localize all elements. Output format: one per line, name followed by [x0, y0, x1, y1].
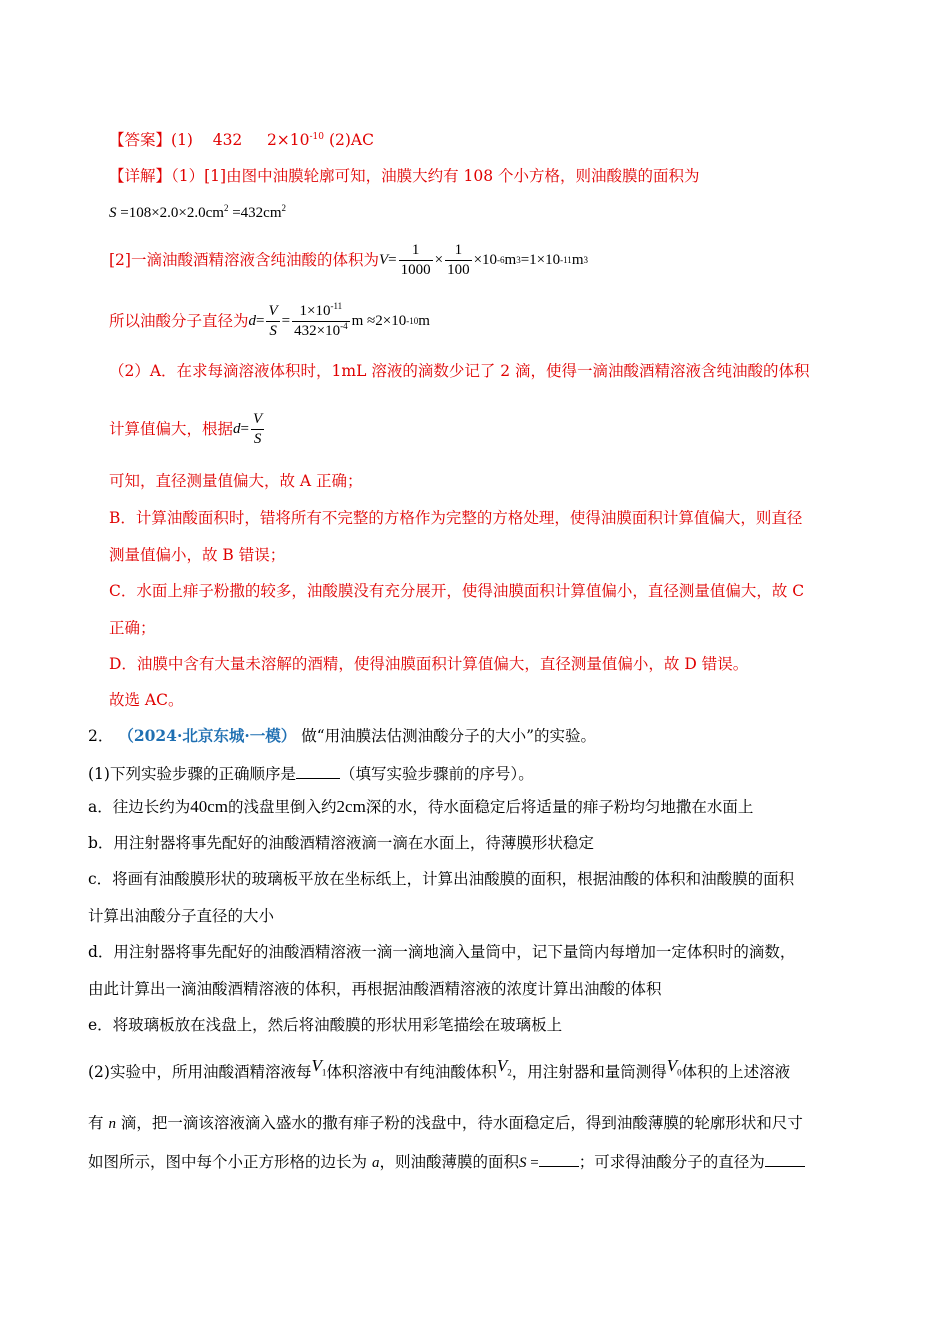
step-d-line2: 由此计算出一滴油酸酒精溶液的体积，再根据油酸酒精溶液的浓度计算出油酸的体积: [88, 980, 662, 998]
diameter-text: 所以油酸分子直径为: [109, 312, 249, 330]
detail-intro: （1）[1]由图中油膜轮廓可知，油膜大约有 108 个小方格，则油酸膜的面积为: [171, 167, 700, 185]
part2-line-c: 可知，直径测量值偏大，故 A 正确；: [109, 472, 363, 490]
answer-blank-area[interactable]: [539, 1150, 579, 1167]
question-stem: 做“用油膜法估测油酸分子的大小”的实验。: [301, 727, 597, 745]
answer-value-2: $2\times 10^{-10}$: [266, 131, 325, 149]
symbol-v1: $V_1$: [311, 1056, 327, 1078]
answer-value-1: 432: [212, 131, 243, 149]
sub-question-2-line3: 如图所示，图中每个小正方形格的边长为 a，则油酸薄膜的面积S = ；可求得油酸分子的直径为: [88, 1150, 805, 1173]
step-e: e．将玻璃板放在浅盘上，然后将油酸膜的形状用彩笔描绘在玻璃板上: [88, 1016, 563, 1034]
diameter-equation: d = $\frac{V}{S}$ = $\frac{1\times 10^{-11}}{432\times 10^{-4}}$ m ≈2×10 -10 m: [248, 300, 430, 339]
area-equation: $S =108\times 2.0\times 2.0cm^2 =432cm^2$: [109, 203, 287, 221]
answer-part1: (1): [171, 131, 193, 149]
symbol-v0: $V_0$: [666, 1056, 682, 1078]
step-d-line1: d．用注射器将事先配好的油酸酒精溶液一滴一滴地滴入量筒中，记下量筒内每增加一定体积时的滴数，: [88, 943, 796, 961]
diameter-line: [109, 300, 430, 342]
detail-intro-line: [109, 166, 700, 186]
step-c-line1: c．将画有油酸膜形状的玻璃板平放在坐标纸上，计算出油酸膜的面积，根据油酸的体积和油酸膜的面积: [88, 870, 795, 888]
option-c-line1: C．水面上痱子粉撒的较多，油酸膜没有充分展开，使得油膜面积计算值偏小，直径测量值偏大，故 C: [109, 582, 805, 600]
part2-formula: d = $\frac{V}{S}$: [233, 410, 263, 447]
step-a: a．往边长约为40cm的浅盘里倒入约2cm深的水，待水面稳定后将适量的痱子粉均匀地撒在水面上: [88, 797, 754, 816]
answer-blank-diameter[interactable]: [765, 1150, 805, 1167]
sub-question-2-line2: 有 n 滴，把一滴该溶液滴入盛水的撒有痱子粉的浅盘中，待水面稳定后，得到油酸薄膜的轮廓形状和尺寸: [88, 1114, 803, 1132]
option-b-line1: B．计算油酸面积时，错将所有不完整的方格作为完整的方格处理，使得油膜面积计算值偏大，则直径: [109, 509, 803, 527]
step-c-line2: 计算出油酸分子直径的大小: [88, 907, 275, 925]
part2-line-a: （2）A．在求每滴溶液体积时，1mL 溶液的滴数少记了 2 滴，使得一滴油酸酒精溶液含纯油酸的体积: [109, 362, 810, 380]
question-source: （2024·北京东城·一模）: [118, 726, 297, 745]
step-b: b．用注射器将事先配好的油酸酒精溶液滴一滴在水面上，待薄膜形状稳定: [88, 834, 594, 852]
part2-line-b: 计算值偏大，根据 d = $\frac{V}{S}$: [109, 408, 266, 450]
option-b-line2: 测量值偏小，故 B 错误；: [109, 546, 286, 564]
volume-line: [109, 240, 588, 280]
sub-question-2-line1: (2)实验中，所用油酸酒精溶液每$V_1$体积溶液中有纯油酸体积$V_2$，用注射器和量筒测得$V_0$体积的上述溶液: [88, 1056, 791, 1081]
answer-tag: 【答案】: [109, 131, 172, 149]
answer-line: [109, 130, 374, 150]
sub-question-1: (1)下列实验步骤的正确顺序是 （填写实验步骤前的序号）。: [88, 762, 534, 784]
question-number: 2．: [88, 727, 114, 745]
option-c-line2: 正确；: [109, 619, 156, 637]
conclusion-line: 故选 AC。: [109, 691, 184, 709]
detail-tag: 【详解】: [109, 167, 172, 185]
volume-equation: V = $\frac{1}{1000}$ × $\frac{1}{100}$ ×10 -6 m 3 =1×10 -11 m 3: [378, 241, 588, 278]
answer-blank-1[interactable]: [296, 762, 340, 779]
option-d-line: D．油膜中含有大量未溶解的酒精，使得油膜面积计算值偏大，直径测量值偏小，故 D 错误。: [109, 655, 749, 673]
symbol-v2: $V_2$: [496, 1056, 512, 1078]
answer-part2: (2)AC: [328, 131, 374, 149]
volume-text: [2]一滴油酸酒精溶液含纯油酸的体积为: [109, 251, 379, 269]
question2-header: [88, 726, 596, 746]
